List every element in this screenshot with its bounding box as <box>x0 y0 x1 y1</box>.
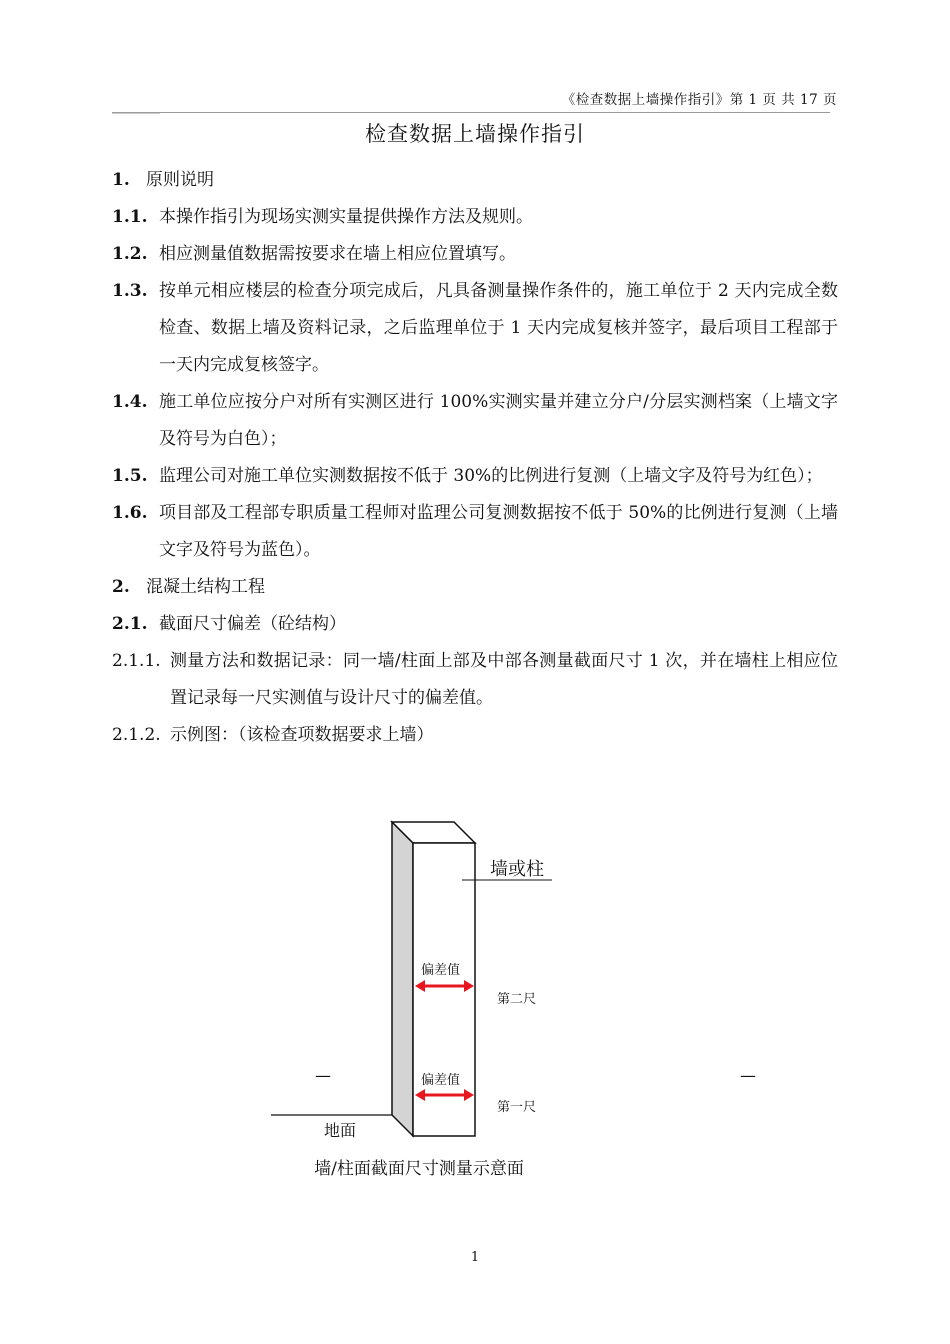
ground-label: 地面 <box>324 1121 357 1140</box>
deviation-label-upper: 偏差值 <box>421 963 461 978</box>
first-ruler-label: 第一尺 <box>497 1100 537 1115</box>
left-dash: — <box>315 1066 331 1085</box>
right-dash: — <box>740 1066 756 1085</box>
running-header: 《检查数据上墙操作指引》第 1 页 共 17 页 <box>561 92 837 108</box>
list-item: 1.1. 本操作指引为现场实测实量提供操作方法及规则。 <box>112 207 533 227</box>
list-item: 2.1.1. 测量方法和数据记录：同一墙/柱面上部及中部各测量截面尺寸 1 次，并在墙柱上相应位置记录每一尺实测值与设计尺寸的偏差值。 <box>112 651 838 708</box>
page-number: 1 <box>470 1250 480 1265</box>
figure-caption: 墙/柱面截面尺寸测量示意面 <box>314 1159 524 1179</box>
list-item: 1.4. 施工单位应按分户对所有实测区进行 100%实测实量并建立分户/分层实测档案（上墙文字及符号为白色）； <box>112 392 838 449</box>
list-item: 1.5. 监理公司对施工单位实测数据按不低于 30%的比例进行复测（上墙文字及符号为红色）； <box>112 466 823 486</box>
list-item: 1.3. 按单元相应楼层的检查分项完成后，凡具备测量操作条件的，施工单位于 2 天内完成全数检查、数据上墙及资料记录，之后监理单位于 1 天内完成复核并签字，最后项目工程部于一天内完成复核签字。 <box>112 281 838 375</box>
subsection-heading: 2.1. 截面尺寸偏差（砼结构） <box>112 614 346 634</box>
deviation-label-lower: 偏差值 <box>421 1073 461 1088</box>
wall-side-face <box>392 822 413 1136</box>
list-item: 1.2. 相应测量值数据需按要求在墙上相应位置填写。 <box>112 244 516 264</box>
second-ruler-label: 第二尺 <box>497 992 537 1007</box>
section-heading: 1. 原则说明 <box>112 170 214 190</box>
list-item: 1.6. 项目部及工程部专职质量工程师对监理公司复测数据按不低于 50%的比例进行复测（上墙文字及符号为蓝色）。 <box>112 503 838 560</box>
document-title: 检查数据上墙操作指引 <box>365 122 585 146</box>
list-item: 2.1.2. 示例图：（该检查项数据要求上墙） <box>112 725 434 745</box>
section-heading: 2. 混凝土结构工程 <box>112 577 265 597</box>
wall-label: 墙或柱 <box>490 859 544 880</box>
